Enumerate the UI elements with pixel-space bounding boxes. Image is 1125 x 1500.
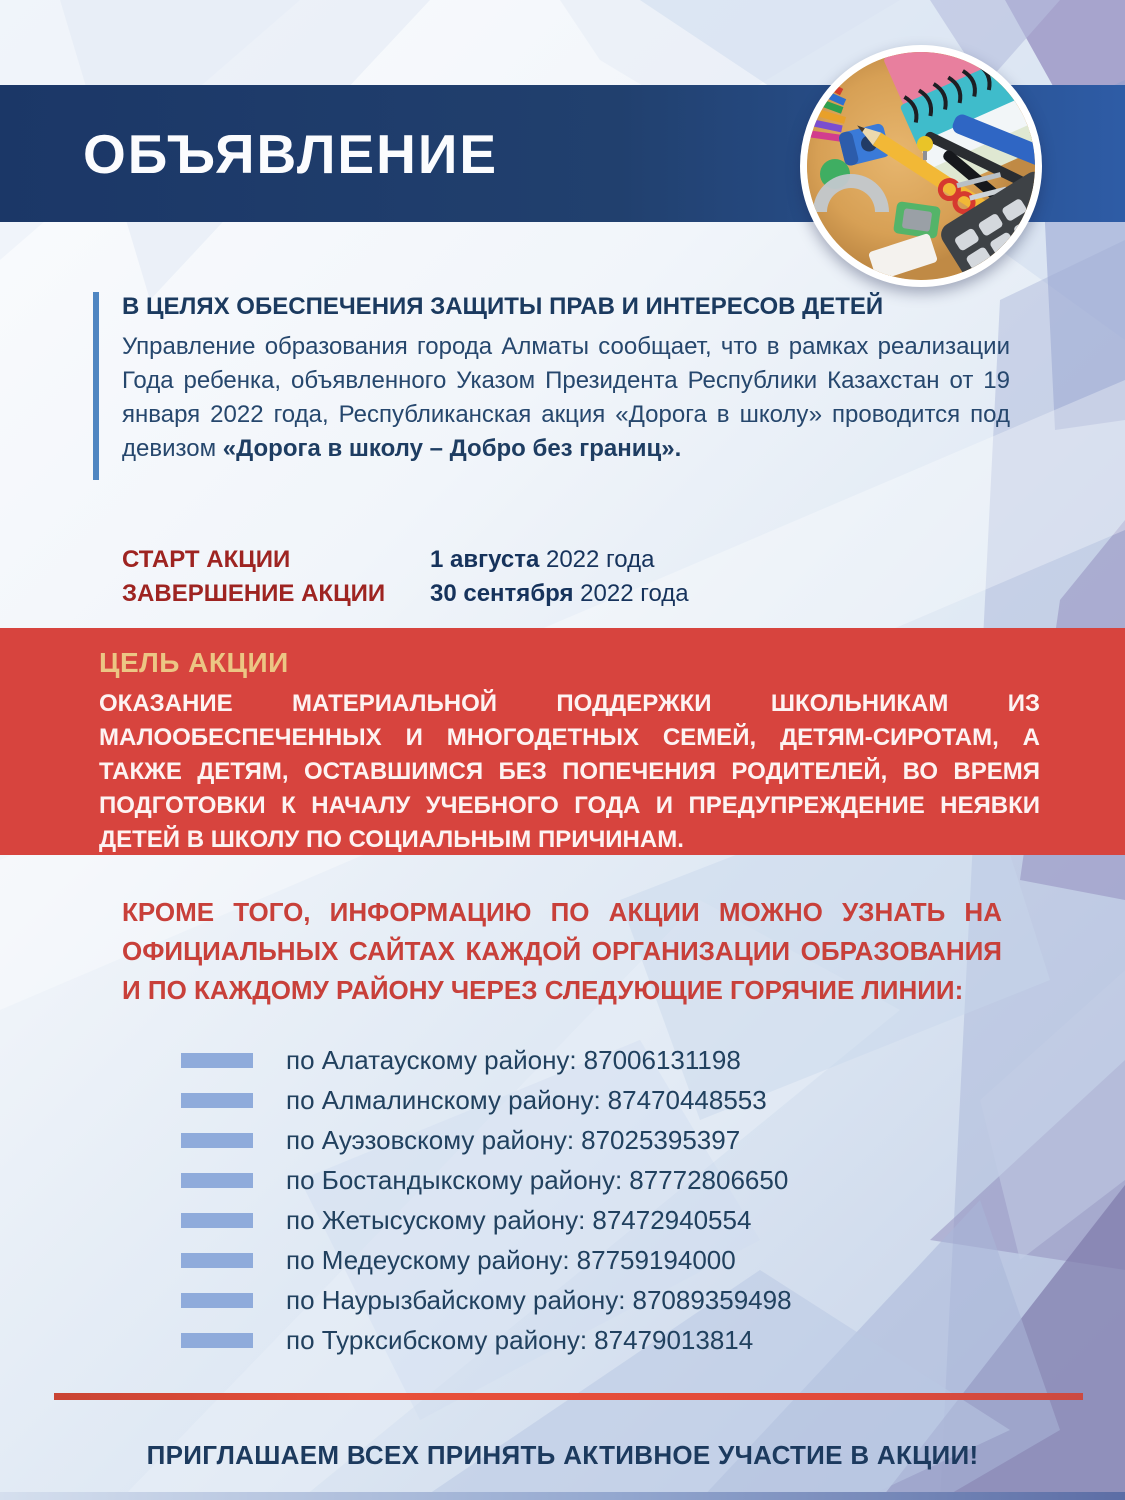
green-sharpener <box>893 201 941 239</box>
hotline-text <box>286 1325 753 1356</box>
district-label: по Бостандыкскому району: <box>286 1164 623 1195</box>
hotline-text <box>286 1045 741 1076</box>
schedule-row-start <box>122 543 1010 577</box>
schedule-section <box>122 543 1010 611</box>
bullet-bar-icon <box>181 1173 253 1188</box>
intro-text: Управление образования города Алматы сообщает, что в рамках реализации Года ребенка, объявленного Указом Президента Республики Казахстан от 19 января 2022 года, Республиканская акция «Дорога в школу» проводится под девизом <box>122 333 1010 462</box>
schedule-label: СТАРТ АКЦИИ <box>122 546 291 573</box>
hotlines-list <box>0 1040 1125 1360</box>
goal-heading: ЦЕЛЬ АКЦИИ <box>99 647 289 678</box>
district-label: по Турксибскому району: <box>286 1324 588 1355</box>
hotline-text <box>286 1245 736 1276</box>
district-label: по Наурызбайскому району: <box>286 1284 626 1315</box>
phone-number: 87025395397 <box>581 1124 741 1155</box>
hotlines-intro: КРОМЕ ТОГО, ИНФОРМАЦИЮ ПО АКЦИИ МОЖНО УЗНАТЬ НА ОФИЦИАЛЬНЫХ САЙТАХ КАЖДОЙ ОРГАНИЗАЦИИ ОБРАЗОВАНИЯ И ПО КАЖДОМУ РАЙОНУ ЧЕРЕЗ СЛЕДУЮЩИЕ ГОРЯЧИЕ ЛИНИИ: <box>122 897 1002 1005</box>
hotline-text <box>286 1285 792 1316</box>
district-label: по Медеускому району: <box>286 1244 570 1275</box>
list-item <box>0 1200 1125 1240</box>
bullet-bar-icon <box>181 1333 253 1348</box>
intro-motto: «Дорога в школу – Добро без границ». <box>222 435 682 462</box>
district-label: по Ауэзовскому району: <box>286 1124 575 1155</box>
district-label: по Жетысускому району: <box>286 1204 586 1235</box>
intro-accent-bar <box>93 292 99 480</box>
bullet-bar-icon <box>181 1133 253 1148</box>
list-item <box>0 1080 1125 1120</box>
phone-number: 87470448553 <box>607 1084 767 1115</box>
schedule-value <box>430 543 654 577</box>
list-item <box>0 1280 1125 1320</box>
intro-heading: В ЦЕЛЯХ ОБЕСПЕЧЕНИЯ ЗАЩИТЫ ПРАВ И ИНТЕРЕСОВ ДЕТЕЙ <box>122 293 884 320</box>
school-supplies-illustration <box>807 52 1035 280</box>
intro-paragraph <box>122 330 1010 466</box>
list-item <box>0 1240 1125 1280</box>
bullet-bar-icon <box>181 1053 253 1068</box>
list-item <box>0 1320 1125 1360</box>
schedule-date: 30 сентября <box>430 580 574 607</box>
phone-number: 87089359498 <box>632 1284 792 1315</box>
bullet-bar-icon <box>181 1293 253 1308</box>
schedule-label: ЗАВЕРШЕНИЕ АКЦИИ <box>122 580 386 607</box>
schedule-row-end <box>122 577 1010 611</box>
phone-number: 87759194000 <box>576 1244 736 1275</box>
phone-number: 87006131198 <box>583 1044 741 1075</box>
school-supplies-photo <box>800 45 1042 287</box>
schedule-year: 2022 года <box>539 546 655 573</box>
list-item <box>0 1040 1125 1080</box>
bottom-blue-bar <box>0 1492 1125 1500</box>
phone-number: 87479013814 <box>594 1324 754 1355</box>
goal-banner <box>0 628 1125 855</box>
bullet-bar-icon <box>181 1213 253 1228</box>
page-title: ОБЪЯВЛЕНИЕ <box>83 122 499 185</box>
hotline-text <box>286 1165 788 1196</box>
goal-paragraph: ОКАЗАНИЕ МАТЕРИАЛЬНОЙ ПОДДЕРЖКИ ШКОЛЬНИКАМ ИЗ МАЛООБЕСПЕЧЕННЫХ И МНОГОДЕТНЫХ СЕМЕЙ, ДЕТЯМ-СИРОТАМ, А ТАКЖЕ ДЕТЯМ, ОСТАВШИМСЯ БЕЗ ПОПЕЧЕНИЯ РОДИТЕЛЕЙ, ВО ВРЕМЯ ПОДГОТОВКИ К НАЧАЛУ УЧЕБНОГО ГОДА И ПРЕДУПРЕЖДЕНИЕ НЕЯВКИ ДЕТЕЙ В ШКОЛУ ПО СОЦИАЛЬНЫМ ПРИЧИНАМ. <box>99 690 1040 853</box>
bullet-bar-icon <box>181 1253 253 1268</box>
district-label: по Алмалинскому району: <box>286 1084 601 1115</box>
list-item <box>0 1120 1125 1160</box>
district-label: по Алатаускому району: <box>286 1044 577 1075</box>
schedule-year: 2022 года <box>573 580 689 607</box>
list-item <box>0 1160 1125 1200</box>
schedule-date: 1 августа <box>430 546 540 573</box>
red-divider-line <box>54 1393 1083 1400</box>
phone-number: 87472940554 <box>592 1204 752 1235</box>
hotline-text <box>286 1125 740 1156</box>
schedule-value <box>430 577 689 611</box>
hotline-text <box>286 1205 751 1236</box>
phone-number: 87772806650 <box>629 1164 789 1195</box>
hotline-text <box>286 1085 767 1116</box>
intro-section <box>122 293 1010 466</box>
bullet-bar-icon <box>181 1093 253 1108</box>
invitation-text: ПРИГЛАШАЕМ ВСЕХ ПРИНЯТЬ АКТИВНОЕ УЧАСТИЕ В АКЦИИ! <box>146 1440 979 1470</box>
